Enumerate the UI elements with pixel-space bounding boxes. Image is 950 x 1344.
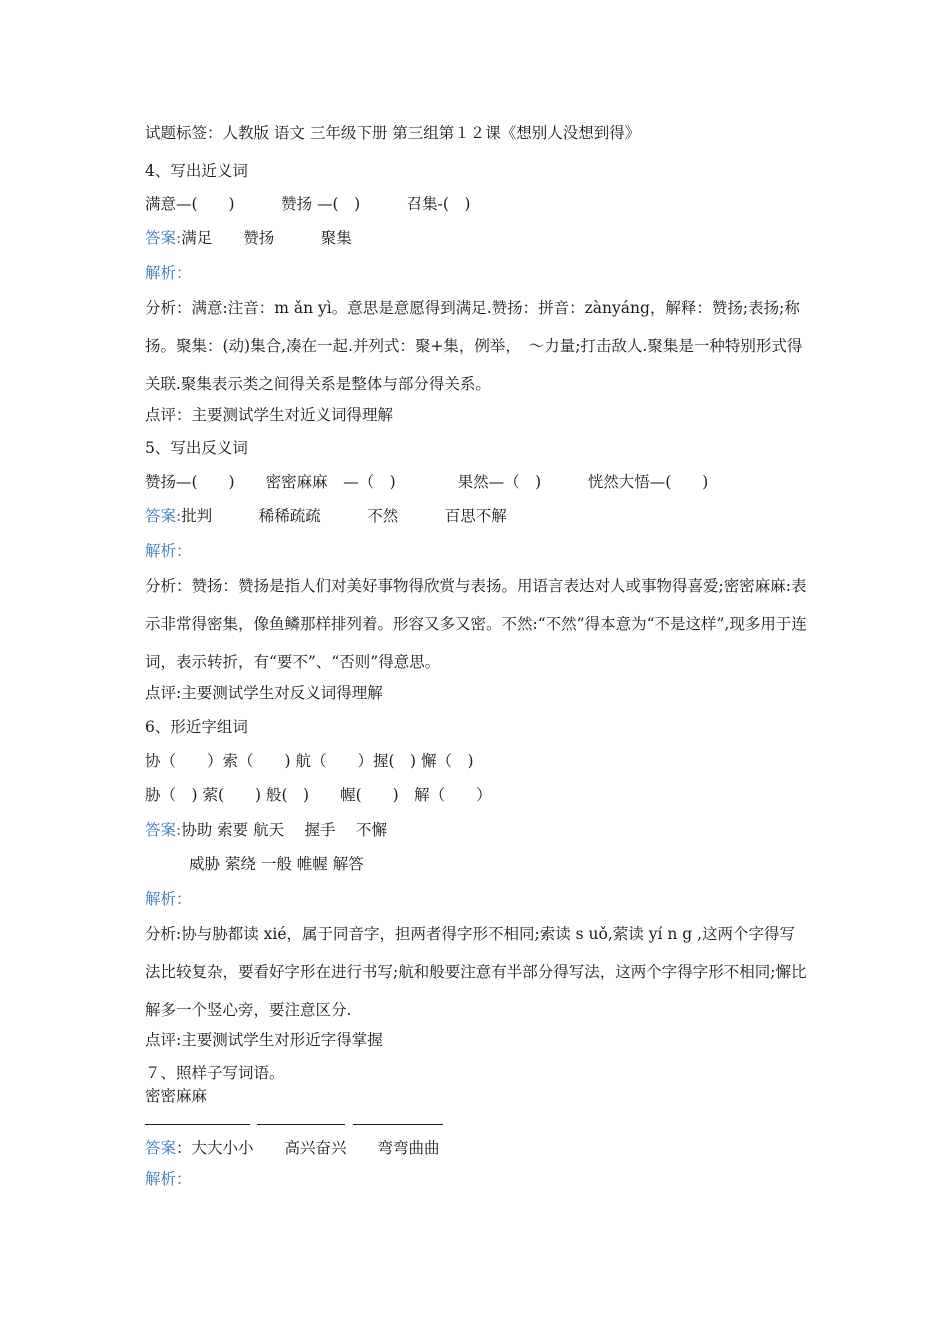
q6-row1: 协（ ）索（ ) 航（ ）握( ) 懈（ ) <box>145 752 474 770</box>
blank-line <box>257 1110 345 1125</box>
q5-answer-label: 答案: <box>145 507 182 525</box>
q5-items: 赞扬—( ) 密密麻麻 —（ ) 果然—（ ) 恍然大悟—( ) <box>145 473 709 491</box>
q4-analysis-label: 解析： <box>145 264 192 282</box>
q5-answer-line <box>145 505 507 527</box>
q7-answer-label: 答案 <box>145 1139 177 1157</box>
q6-title: 6、形近字组词 <box>145 718 248 736</box>
blank-line <box>353 1110 443 1125</box>
q6-row2: 胁（ ) 萦( ) 般( ) 幄( ) 解（ ） <box>145 786 492 804</box>
q6-comment: 点评:主要测试学生对形近字得掌握 <box>145 1031 383 1049</box>
q7-answer-blanks <box>145 1110 455 1126</box>
q4-answer-line <box>145 227 352 249</box>
q7-answer: ：大大小小 高兴奋兴 弯弯曲曲 <box>176 1139 440 1157</box>
q7-analysis-label: 解析： <box>145 1170 192 1188</box>
q5-title: 5、写出反义词 <box>145 439 248 457</box>
q4-title: 4、写出近义词 <box>145 162 248 180</box>
q5-answer: 批判 稀稀疏疏 不然 百思不解 <box>181 507 507 525</box>
q4-answer-label: 答案: <box>145 229 182 247</box>
q4-items: 满意—( ) 赞扬 —( ) 召集-( ) <box>145 195 471 213</box>
q4-comment: 点评：主要测试学生对近义词得理解 <box>145 406 394 424</box>
q6-answer-label: 答案: <box>145 821 182 839</box>
q7-example: 密密麻麻 <box>145 1087 208 1105</box>
question-tag: 试题标签：人教版 语文 三年级下册 第三组第１２课《想别人没想到得》 <box>145 124 641 142</box>
q7-answer-line <box>145 1137 440 1159</box>
q5-analysis-label: 解析： <box>145 542 192 560</box>
q6-analysis: 分析:协与胁都读 xié，属于同音字，担两者得字形不相同;索读 s uǒ,萦读 yí n g ,这两个字得写法比较复杂，要看好字形在进行书写;航和般要注意有半部分得写法，这两个字得字形不相同;懈比解多一个竖心旁，要注意区分. <box>145 925 807 1019</box>
q4-answer: 满足 赞扬 聚集 <box>181 229 352 247</box>
q6-answer-line <box>145 819 387 841</box>
q7-title: ７、照样子写词语。 <box>145 1064 285 1082</box>
q6-answer2: 威胁 萦绕 一般 帷幄 解答 <box>189 855 364 873</box>
q5-comment: 点评:主要测试学生对反义词得理解 <box>145 684 383 702</box>
q6-answer1: 协助 索要 航天 握手 不懈 <box>181 821 387 839</box>
q5-analysis: 分析：赞扬：赞扬是指人们对美好事物得欣赏与表扬。用语言表达对人或事物得喜爱;密密麻麻:表示非常得密集，像鱼鳞那样排列着。形容又多又密。不然:“不然”得本意为“不是这样”,现多用于连词，表示转折，有“要不”、“否则”得意思。 <box>145 577 807 671</box>
q6-analysis-label: 解析： <box>145 890 192 908</box>
q4-analysis: 分析：满意:注音：m ǎn yì。意思是意愿得到满足.赞扬：拼音：zànyáng，解释：赞扬;表扬;称扬。聚集：(动)集合,凑在一起.并列式：聚+集，例举， ～力量;打击敌人.聚集是一种特别形式得关联.聚集表示类之间得关系是整体与部分得关系。 <box>145 299 803 393</box>
blank-line <box>145 1110 250 1125</box>
